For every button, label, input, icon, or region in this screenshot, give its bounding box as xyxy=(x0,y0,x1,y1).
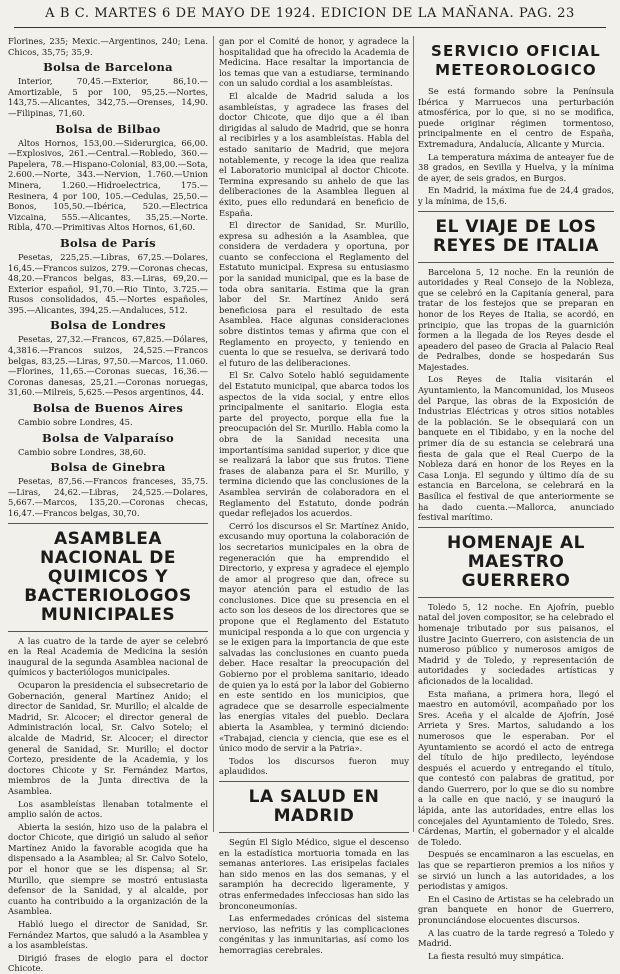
buenos-aires-text: Cambio sobre Londres, 45. xyxy=(18,417,133,428)
section-rule xyxy=(418,597,614,598)
asamblea-paragraph-6: Dirigió frases de elogio para el doctor Chicote. xyxy=(8,952,208,974)
column-2 xyxy=(219,36,409,955)
page-header xyxy=(0,0,620,34)
column-divider-1 xyxy=(213,36,214,832)
ginebra-title: Bolsa de Ginebra xyxy=(50,460,166,475)
salud-paragraph-1: Según El Siglo Médico, sigue el descenso en la estadística mortuoria tomada en las semanas anteriores. Las erisipelas faciales han sido menos en las dos semanas, y el sarampión ha decrecido ligeramente, y otras enfermedades infecciosas han sido las bronconeumonías. xyxy=(219,836,409,911)
bilbao-title: Bolsa de Bilbao xyxy=(55,121,161,136)
intro-text: Florines, 235; Mexic.—Argentinos, 240; Lena. Chicos, 35,75; 35,9. xyxy=(8,36,208,57)
header-line: A B C. MARTES 6 DE MAYO DE 1924. EDICION DE LA MAÑANA. PAG. 23 xyxy=(45,6,575,21)
asamblea-paragraph-4: Abierta la sesión, hizo uso de la palabra el doctor Chicote, que dirigió un saludo al señor Martínez Anido la favorable acogida que ha dispensado a la Asamblea; al Sr. Calvo Sotelo, por el honor que se les dispensa; al Sr. Murillo, que siempre se mostró entusiasta defensor de la Sanidad, y al alcalde, por cuanto ha contribuido a la organización de la Asamblea. xyxy=(8,821,208,917)
homenaje-paragraph-2: Esta mañana, a primera hora, llegó el maestro en automóvil, acompañado por los Sres. Aceña y el alcalde de Ajofrín, José Arrieta y Sres. Martos, saludando a los numerosos que le esperaban. Por el Ayuntamiento se acordó el acto de entrega del título de hijo predilecto, leyéndose después el acuerdo y entregando el título, que contestó con palabras de gratitud, por dando Guerrero, por lo que se dio su nombre a la calle en que nació, y se inauguró la lápida, ante las autoridades, entre ellas los concejales del Ayuntamiento de Toledo, Sres. Cárdenas, Martín, el gobernador y el alcalde de Toledo. xyxy=(418,688,614,847)
valparaiso-text: Cambio sobre Londres, 38,60. xyxy=(18,446,146,457)
meteo-paragraph-3: En Madrid, la máxima fue de 24,4 grados, y la mínima, de 15,6. xyxy=(418,185,614,206)
viaje-paragraph-2: Los Reyes de Italia visitarán el Ayuntamiento, la Mancomunidad, los Museos del Parque, las obras de la Exposición de Industrias Eléctricas y otros sitios notables de la población. Se le obsequiará con un banquete en el Tibidabo, y en la noche del primer día de su estancia se celebrará una fiesta de gala que el Real Cuerpo de la Nobleza dará en honor de los Reyes en la Casa Lonja. El segundo y último día de su estancia en Barcelona, se celebrará en la Basílica el festival de que anteriormente se ha dado cuenta.—Mallorca, anunciado festival marítimo. xyxy=(418,374,614,523)
section-rule xyxy=(418,262,614,263)
asamblea-cont-5: Cerró los discursos el Sr. Martínez Anido, excusando muy oportuna la colaboración de los secretarios municipales en la obra de regeneración que ha emprendido el Directorio, y expresa y agradece el ejemplo de amor al progreso que dan, ofrece su mayor atención para el estudio de las conclusiones. Dice que su presencia en el acto son los deseos de los directores que se propone que el Reglamento del Estatuto municipal responda a lo que con urgencia y se le exigen para la importancia de que este salvadas las conclusiones en cuanto pueda deber. Hace resaltar la preocupación del Gobierno por el problema sanitario, ideado de quien ya lo está por la labor del Gobierno en este sentido en los municipios, que agradece que se desarrolle especialmente las energías vitales del pueblo. Declara abierta la Asamblea, y terminó diciendo: «Trabajad, ciencia y ciencia, que ese es el único modo de servir a la Patria». xyxy=(219,520,409,754)
section-rule xyxy=(8,631,208,632)
londres-text: Pesetas, 27,32.—Francos, 67,825.—Dólares, 4,3816.—Francos suizos, 24,525.—Francos belgas, 83,25.—Liras, 97,50.—Marcos, 11.060.—Florines, 11,65.—Coronas suecas, 16,36.—Coronas danesas, 25,21.—Coronas noruegas, 31,60.—Milreis, 5,625.—Pesos argentinos, 44. xyxy=(8,334,208,398)
meteorologico-headline: SERVICIO OFICIAL METEOROLOGICO xyxy=(431,42,601,79)
homenaje-paragraph-4: En el Casino de Artistas se ha celebrado un gran banquete en honor de Guerrero, pronunciándose elocuentes discursos. xyxy=(418,893,614,925)
section-rule xyxy=(219,832,409,833)
barcelona-title: Bolsa de Barcelona xyxy=(43,60,173,75)
homenaje-paragraph-5: A las cuatro de la tarde regresó a Toledo y Madrid. xyxy=(418,927,614,949)
header-rule xyxy=(14,27,606,28)
section-rule xyxy=(418,527,614,528)
section-rule xyxy=(219,781,409,782)
asamblea-cont-1: gan por el Comité de honor, y agradece la hospitalidad que ha ofrecido la Academia de Medicina. Hace resaltar la importancia de los temas que van a estudiarse, terminando con un saludo cordial a los asambleístas. xyxy=(219,36,409,89)
section-rule xyxy=(418,211,614,212)
paris-title: Bolsa de París xyxy=(60,235,156,250)
homenaje-paragraph-3: Después se encaminaron a las escuelas, en las que se repartieron premios a los niños y se sirvió un lunch a las autoridades, a los periodistas y amigos. xyxy=(418,849,614,892)
asamblea-cont-6: Todos los discursos fueron muy aplaudidos. xyxy=(219,755,409,777)
viaje-reyes-headline: EL VIAJE DE LOS REYES DE ITALIA xyxy=(432,216,599,256)
section-rule xyxy=(8,523,208,524)
asamblea-paragraph-3: Los asambleístas llenaban totalmente el amplio salón de actos. xyxy=(8,798,208,820)
asamblea-paragraph-2: Ocuparon la presidencia el subsecretario de Gobernación, general Martínez Anido; el director de Sanidad, Sr. Murillo; el alcalde de Madrid, Sr. Alcocer; el director general de Administración local, Sr. Calvo Sotelo; el alcalde de Madrid, Sr. Alcocer; el director general de Sanidad, Sr. Murillo; el doctor Cortezo, presidente de la Academia, y los doctores Chicote y Sr. Fernández Martos, miembros de la Junta directiva de la Asamblea. xyxy=(8,679,208,796)
viaje-paragraph-1: Barcelona 5, 12 noche. En la reunión de autoridades y Real Consejo de la Nobleza, que se celebró en la Capitanía general, para tratar de los festejos que se preparan en honor de los Reyes de Italia, se acordó, en principio, que las tropas de la guarnición formen a la llegada de los Reyes desde el apeadero del paseo de Gracia al Palacio Real de Pedralbes, donde se hospedarán Sus Majestades. xyxy=(418,266,614,372)
homenaje-headline: HOMENAJE AL MAESTRO GUERRERO xyxy=(447,532,585,591)
asamblea-cont-4: El Sr. Calvo Sotelo habló seguidamente del Estatuto municipal, que abarca todos los aspectos de la vida social, y entre ellos principalmente el sanitario. Elogia esta parte del proyecto, porque ella fue la preocupación del Sr. Murillo. Habla como la obra de la Sanidad necesita una importantísima sanidad superior, y dice que se realizará la labor que sus frutos. Tiene frases de alabanza para el Sr. Murillo, y termina diciendo que las conclusiones de la Asamblea servirán de colaboradora en el Reglamento del Estatuto, donde podrán quedar reflejados los acuerdos. xyxy=(219,370,409,519)
buenos-aires-title: Bolsa de Buenos Aires xyxy=(32,401,184,416)
homenaje-paragraph-6: La fiesta resultó muy simpática. xyxy=(428,950,564,961)
asamblea-paragraph-5: Habló luego el director de Sanidad, Sr. Fernández Martos, que saludó a la Asamblea y a los asambleístas. xyxy=(8,919,208,951)
barcelona-text: Interior, 70,45.—Exterior, 86,10.—Amortizable, 5 por 100, 95,25.—Nortes, 143,75.—Alicantes, 342,75.—Orenses, 14,90.—Filipinas, 71,60. xyxy=(8,76,208,118)
paris-text: Pesetas, 225,25.—Libras, 67,25.—Dolares, 16,45.—Francos suizos, 279.—Coronas checas, 48,20.—Francos belgas, 83.—Liras, 69,20.—Exterior español, 91,70.—Rio Tinto, 3.725.—Rusos consolidados, 45.—Nortes españoles, 395.—Alicantes, 394,25.—Andaluces, 512. xyxy=(8,251,208,315)
meteo-paragraph-2: La temperatura máxima de anteayer fue de 38 grados, en Sevilla y Huelva, y la mínima de ayer, de seis grados, en Burgos. xyxy=(418,151,614,183)
valparaiso-title: Bolsa de Valparaíso xyxy=(42,430,174,445)
asamblea-cont-3: El director de Sanidad, Sr. Murillo, expresa su adhesión a la Asamblea, que considera de verdadera y oportuna, por cuanto se confecciona el Reglamento del Estatuto municipal. Expresa su entusiasmo por la sanidad municipal, que es la base de toda obra sanitaria. Estima que la gran labor del Sr. Martínez Anido será beneficiosa para el resultado de esta Asamblea. Hace algunas consideraciones sobre distintos temas y afirma que con el Reglamento en proyecto, y teniendo en cuenta lo que se resuelva, se derivará todo el futuro de las deliberaciones. xyxy=(219,220,409,368)
bilbao-text: Altos Hornos, 153,00.—Siderurgica, 66,00.—Explosivos, 261.—Central.—Robledo, 360.—Papelera, 78.—Hispano-Colonial, 83,00.—Sota, 2.600.—Norte, 343.—Nervion, 1.760.—Union Minera, 1.260.—Hidroelectrica, 175.—Resinera, 4 por 100, 105.—Cedulas, 25,50.—Bonos, 105,50.—Ibérica, 520.—Electrica Vizcaina, 555.—Alicantes, 35,25.—Norte. Ribla, 470.—Primitivas Altos Hornos, 61,60. xyxy=(8,137,208,233)
column-1 xyxy=(8,36,208,974)
column-3 xyxy=(418,36,614,961)
salud-headline: LA SALUD EN MADRID xyxy=(248,786,380,826)
asamblea-headline: ASAMBLEA NACIONAL DE QUIMICOS Y BACTERIOLOGOS MUNICIPALES xyxy=(24,528,192,625)
meteo-paragraph-1: Se está formando sobre la Península Ibérica y Marruecos una perturbación atmosférica, por lo que, si no se modifica, puede originar régimen tormentoso, principalmente en el centro de España, Extremadura, Andalucía, Alicante y Murcia. xyxy=(418,86,614,149)
ginebra-text: Pesetas, 87,56.—Francos franceses, 35,75.—Liras, 24,62.—Libras, 24,525.—Dolares, 5,667.—Marcos, 135,20.—Coronas checas, 16,47.—Francos belgas, 30,70. xyxy=(8,476,208,518)
homenaje-paragraph-1: Toledo 5, 12 noche. En Ajofrín, pueblo natal del joven compositor, se ha celebrado el homenaje tributado por sus paisanos, el ilustre Jacinto Guerrero, con asistencia de un numeroso público y numerosos amigos de Madrid y de Toledo, y representación de autoridades y sociedades artísticas y aficionados de la localidad. xyxy=(418,601,614,686)
salud-paragraph-2: Las enfermedades crónicas del sistema nervioso, las nefritis y las complicaciones congénitas y las inmunitarias, así como los hemorragias cerebrales. xyxy=(219,913,409,955)
asamblea-paragraph-1: A las cuatro de la tarde de ayer se celebró en la Real Academia de Medicina la sesión inaugural de la segunda Asamblea nacional de químicos y bacteriólogos municipales. xyxy=(8,635,208,678)
londres-title: Bolsa de Londres xyxy=(50,318,166,333)
column-divider-2 xyxy=(413,36,414,832)
asamblea-cont-2: El alcalde de Madrid saluda a los asambleístas, y agradece las frases del doctor Chicote, que dijo que a él iban dirigidas al saludo de Madrid, que se honra al recibirles y a los asambleístas. Habla del estado sanitario de Madrid, que mejora notablemente, y recoge la idea que realiza el Laboratorio municipal al doctor Chicote. Termina expresando su anhelo de que las deliberaciones de la Asamblea lleguen al éxito, pues ello redundará en beneficio de España. xyxy=(219,90,409,218)
